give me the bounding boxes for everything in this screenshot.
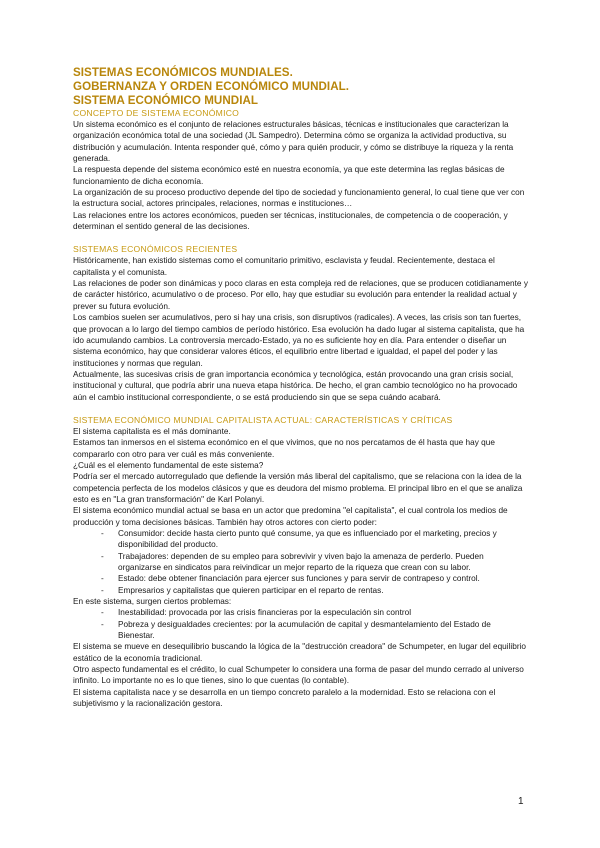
paragraph: Actualmente, las sucesivas crisis de gran importancia económica y tecnológica, están provocando una gran crisis social, institucional y cultural, que podría abrir una nueva etapa histórica. De hecho, el gran cambio tecnológico no ha provocado aún el cambio institucional correspondiente, o se está produciendo sin que se sepa cuándo acabará. xyxy=(73,369,518,402)
list-item: - Pobreza y desigualdades crecientes: por la acumulación de capital y desmantelamiento del Estado de Bienestar. xyxy=(101,619,529,642)
list-item: - Empresarios y capitalistas que quieren participar en el reparto de rentas. xyxy=(101,585,529,596)
paragraph: El sistema económico mundial actual se basa en un actor que predomina "el capitalista", el cual controla los medios de producción y toma decisiones básicas. También hay otros actores con cierto poder: xyxy=(73,506,508,527)
paragraph: El sistema capitalista nace y se desarrolla en un tiempo concreto paralelo a la modernidad. Esto se relaciona con el subjetivismo y la racionalización gestora. xyxy=(73,687,496,709)
doc-title-1: SISTEMAS ECONÓMICOS MUNDIALES. xyxy=(73,66,293,79)
paragraph-question: ¿Cuál es el elemento fundamental de este sistema? xyxy=(73,460,264,470)
paragraph: La respuesta depende del sistema económico esté en nuestra economía, ya que este determina las reglas básicas de funcionamiento de dicha economía. xyxy=(73,165,505,186)
page-content xyxy=(73,66,529,710)
section-heading-concepto: CONCEPTO DE SISTEMA ECONÓMICO xyxy=(73,108,240,118)
list-item: - Inestabilidad: provocada por las crisis financieras por la especulación sin control xyxy=(101,607,529,618)
list-item: - Trabajadores: dependen de su empleo para sobrevivir y viven bajo la amenaza de perderlo. Pueden organizarse en sindicatos para reivindicar un mejor reparto de la riqueza que crean con su labor. xyxy=(101,551,529,574)
paragraph: Podría ser el mercado autorregulado que defiende la versión más liberal del capitalismo, que se relaciona con la idea de la competencia perfecta de los modelos clásicos y que es deudora del mismo problema. El principal libro en el que se analiza esto es en "La gran transformación" de Karl Polanyi. xyxy=(73,472,523,504)
actors-list xyxy=(73,528,529,596)
paragraph: En este sistema, surgen ciertos problemas: xyxy=(73,597,232,607)
problems-list xyxy=(73,607,529,641)
list-item: - Consumidor: decide hasta cierto punto qué consume, ya que es influenciado por el marketing, precios y disponibilidad del producto. xyxy=(101,528,529,551)
paragraph: Las relaciones entre los actores económicos, pueden ser técnicas, institucionales, de competencia o de cooperación, y determinan el sentido general de las decisiones. xyxy=(73,210,508,232)
paragraph: Estamos tan inmersos en el sistema económico en el que vivimos, que no nos percatamos de él hasta que hay que compararlo con otro para ver cuál es más conveniente. xyxy=(73,438,495,459)
spacer xyxy=(73,403,529,415)
paragraph: Los cambios suelen ser acumulativos, pero si hay una crisis, son disruptivos (radicales). A veces, las crisis son tan fuertes, que provocan a lo largo del tiempo cambios de período histórico. Esa evolución ha dado lugar al sistema capitalista, que ha ido acumulando cambios. La controversia mercado-Estado, ya no es suficiente hoy en día. Para entender o diseñar un sistema económico, hay que considerar valores éticos, el equilibrio entre libertad e igualdad, el papel del poder y las instituciones y normas que regulan. xyxy=(73,313,525,368)
doc-title-2: GOBERNANZA Y ORDEN ECONÓMICO MUNDIAL. xyxy=(73,80,350,93)
list-item: - Estado: debe obtener financiación para ejercer sus funciones y para servir de contrapeso y control. xyxy=(101,573,529,584)
paragraph: Las relaciones de poder son dinámicas y poco claras en esta compleja red de relaciones, que se producen cotidianamente y de carácter histórico, acumulativo o de proceso. Por ello, hay que estudiar su evolución para entender la realidad actual y prever su futura evolución. xyxy=(73,279,528,311)
paragraph: Un sistema económico es el conjunto de relaciones estructurales básicas, técnicas e institucionales que caracterizan la organización económica total de una sociedad (JL Sampedro). Determina cómo se organiza la actividad productiva, su distribución y acumulación. Intenta responder qué, cómo y para quién producir, y cómo se distribuye la riqueza y la renta generada. xyxy=(73,120,514,164)
page-number: 1 xyxy=(518,796,524,807)
spacer xyxy=(73,232,529,244)
paragraph: El sistema capitalista es el más dominante. xyxy=(73,426,231,436)
paragraph: La organización de su proceso productivo depende del tipo de sociedad y funcionamiento general, lo cual tiene que ver con la estructura social, actores principales, relaciones, normas e instituciones… xyxy=(73,188,525,209)
paragraph: Históricamente, han existido sistemas como el comunitario primitivo, esclavista y feudal. Recientemente, destaca el capitalista y el comunista. xyxy=(73,256,495,277)
paragraph: El sistema se mueve en desequilibrio buscando la lógica de la "destrucción creadora" de Schumpeter, en lugar del equilibrio estático de la economía tradicional. xyxy=(73,642,526,663)
paragraph: Otro aspecto fundamental es el crédito, lo cual Schumpeter lo considera una forma de pasar del mundo cerrado al universo infinito. Lo importante no es lo que tienes, sino lo que cuentas (lo contable). xyxy=(73,665,524,686)
section-heading-recientes: SISTEMAS ECONÓMICOS RECIENTES xyxy=(73,244,238,255)
section-heading-capitalista: SISTEMA ECONÓMICO MUNDIAL CAPITALISTA ACTUAL: CARACTERÍSTICAS Y CRÍTICAS xyxy=(73,414,453,425)
doc-title-3: SISTEMA ECONÓMICO MUNDIAL xyxy=(73,94,259,107)
